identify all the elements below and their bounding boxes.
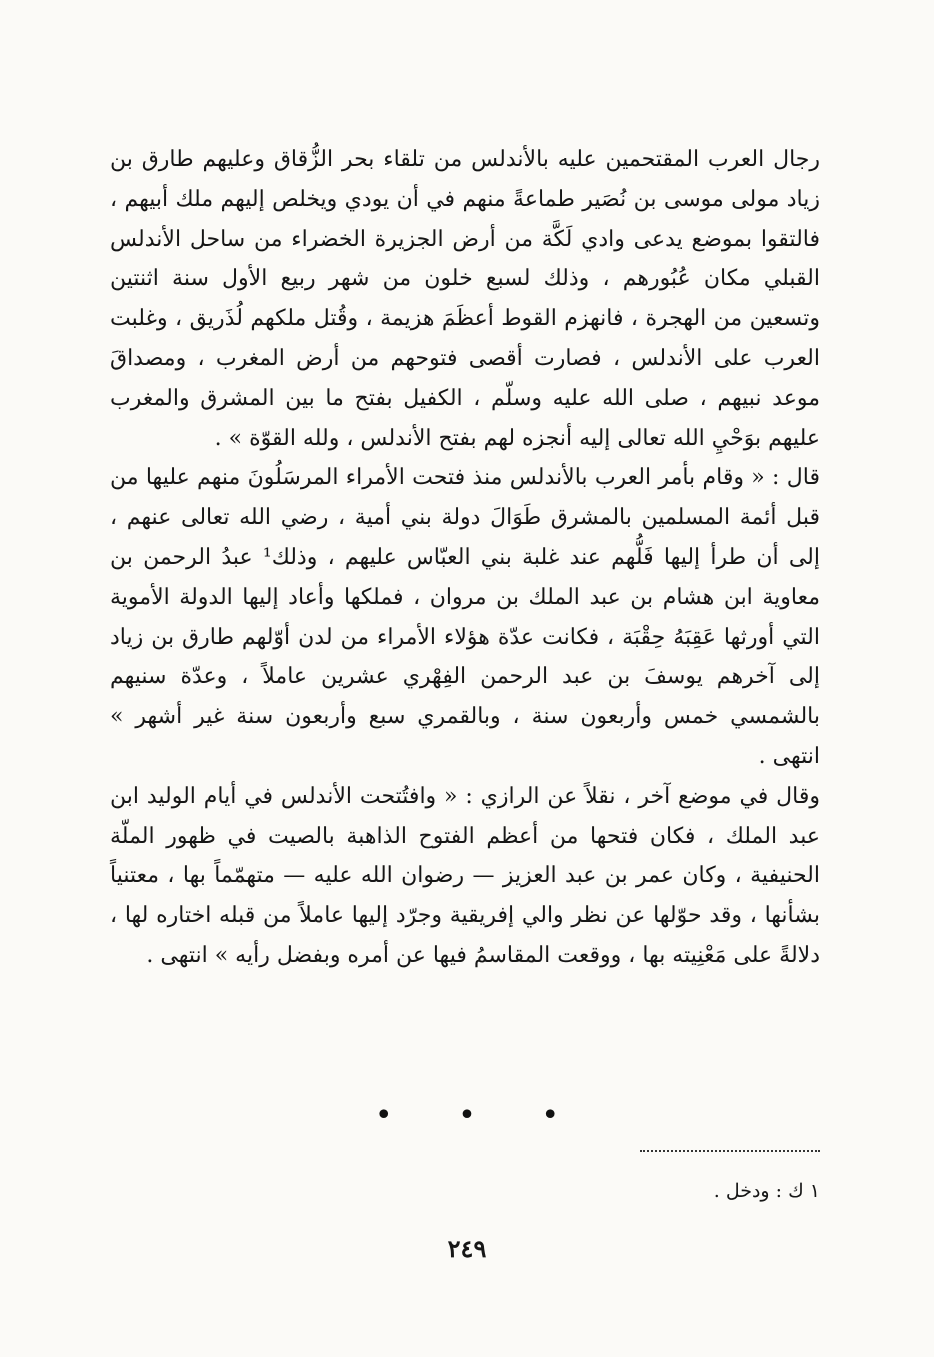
page-number: ٢٤٩ (447, 1234, 487, 1263)
section-ornament: • • • (374, 1098, 588, 1133)
paragraph-2: قال : « وقام بأمر العرب بالأندلس منذ فتحت الأمراء المرسَلُونَ منهم عليها من قبل أئمة المسلمين بالمشرق طَوَالَ دولة بني أمية ، رضي الله تعالى عنهم ، إلى أن طرأ إليها فَلُّهم عند غلبة بني العبّاس عليهم ، وذلك¹ عبدُ الرحمن بن معاوية ابن هشام بن عبد الملك بن مروان ، فملكها وأعاد إليها الدولة الأموية التي أورثها عَقِبَهُ حِقْبَة ، فكانت عدّة هؤلاء الأمراء من لدن أوّلهم طارق بن زياد إلى آخرهم يوسفَ بن عبد الرحمن الفِهْري عشرين عاملاً ، وعدّة سنيهم بالشمسي خمس وأربعون سنة ، وبالقمري سبع وأربعون سنة غير أشهر » انتهى . (110, 465, 820, 769)
paragraph-3: وقال في موضع آخر ، نقلاً عن الرازي : « وافتُتحت الأندلس في أيام الوليد ابن عبد الملك ، فكان فتحها من أعظم الفتوح الذاهبة بالصيت في ظهور الملّة الحنيفية ، وكان عمر بن عبد العزيز — رضوان الله عليه — متهمّماً بها ، معتنياً بشأنها ، وقد حوّلها عن نظر والي إفريقية وجرّد إليها عاملاً من قبله اختاره لها ، دلالةً على مَعْنِيته بها ، ووقعت المقاسمُ فيها عن أمره وبفضل رأيه » انتهى . (110, 783, 821, 968)
footnote-divider (640, 1150, 820, 1152)
main-text (110, 140, 820, 976)
footnote: ١ ك : ودخل . (713, 1180, 820, 1202)
paragraph-1: رجال العرب المقتحمين عليه بالأندلس من تلقاء بحر الزُّقاق وعليهم طارق بن زياد مولى موسى بن نُصَير طماعةً منهم في أن يودي ويخلص إليهم ملك أبيهم ، فالتقوا بموضع يدعى وادي لَكَّة من أرض الجزيرة الخضراء من ساحل الأندلس القبلي مكان عُبُورهم ، وذلك لسبع خلون من شهر ربيع الأول سنة اثنتين وتسعين من الهجرة ، فانهزم القوط أعظَمَ هزيمة ، وقُتل ملكهم لُذَريق ، وغلبت العرب على الأندلس ، فصارت أقصى فتوحهم من أرض المغرب ، ومصداقَ موعد نبيهم ، صلى الله عليه وسلّم ، الكفيل بفتح ما بين المشرق والمغرب عليهم بوَحْيِ الله تعالى إليه أنجزه لهم بفتح الأندلس ، ولله القوّة » . (110, 147, 820, 451)
